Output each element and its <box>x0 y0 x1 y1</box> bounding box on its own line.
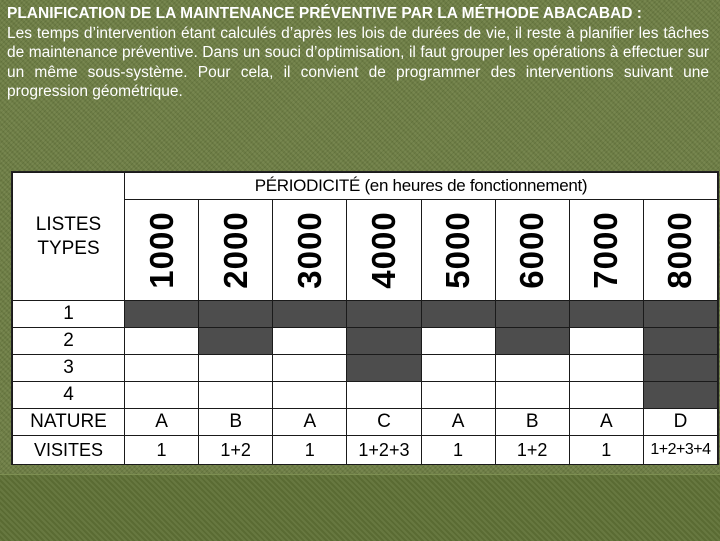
hours-header-cell <box>347 200 421 301</box>
periodicity-grid <box>12 172 718 465</box>
list-types-line2: TYPES <box>37 237 100 259</box>
list-row <box>13 301 718 328</box>
list-type-label: 1 <box>13 301 125 328</box>
list-row <box>13 355 718 382</box>
empty-cell <box>421 382 495 409</box>
hours-header-cell <box>273 200 347 301</box>
scheduled-cell <box>125 301 199 328</box>
visits-label: VISITES <box>13 436 125 465</box>
hours-label: 8000 <box>661 211 699 289</box>
scheduled-cell <box>643 355 717 382</box>
nature-label: NATURE <box>13 409 125 436</box>
visits-cell: 1 <box>569 436 643 465</box>
nature-cell: A <box>125 409 199 436</box>
hours-label: 1000 <box>142 211 180 289</box>
list-type-label: 3 <box>13 355 125 382</box>
empty-cell <box>347 382 421 409</box>
visits-cell: 1+2+3+4 <box>643 436 717 465</box>
list-type-label: 2 <box>13 328 125 355</box>
empty-cell <box>199 382 273 409</box>
empty-cell <box>421 355 495 382</box>
nature-cell: A <box>421 409 495 436</box>
scheduled-cell <box>495 328 569 355</box>
list-types-header <box>13 173 125 301</box>
list-rows <box>13 301 718 409</box>
visits-cell: 1 <box>125 436 199 465</box>
scheduled-cell <box>199 328 273 355</box>
slide-text <box>7 4 709 102</box>
list-row <box>13 328 718 355</box>
empty-cell <box>125 382 199 409</box>
nature-cell: A <box>273 409 347 436</box>
hours-header-cell <box>199 200 273 301</box>
hours-header-cell <box>495 200 569 301</box>
hours-label: 5000 <box>439 211 477 289</box>
empty-cell <box>569 355 643 382</box>
visits-row <box>13 436 718 465</box>
scheduled-cell <box>347 328 421 355</box>
hours-label: 6000 <box>513 211 551 289</box>
scheduled-cell <box>347 355 421 382</box>
empty-cell <box>421 328 495 355</box>
hours-header-cell <box>643 200 717 301</box>
hours-header-cell <box>125 200 199 301</box>
visits-cell: 1+2 <box>199 436 273 465</box>
visits-cell: 1+2 <box>495 436 569 465</box>
empty-cell <box>569 382 643 409</box>
empty-cell <box>273 328 347 355</box>
scheduled-cell <box>643 301 717 328</box>
hours-label: 2000 <box>216 211 254 289</box>
visits-cell: 1 <box>421 436 495 465</box>
empty-cell <box>273 382 347 409</box>
hours-header-cell <box>569 200 643 301</box>
hours-label: 7000 <box>587 211 625 289</box>
empty-cell <box>199 355 273 382</box>
list-type-label: 4 <box>13 382 125 409</box>
empty-cell <box>569 328 643 355</box>
empty-cell <box>495 355 569 382</box>
list-types-line1: LISTES <box>35 213 102 235</box>
nature-cell: A <box>569 409 643 436</box>
scheduled-cell <box>347 301 421 328</box>
hours-label: 3000 <box>290 211 328 289</box>
empty-cell <box>125 355 199 382</box>
abacabad-table <box>11 171 719 465</box>
nature-cell: B <box>495 409 569 436</box>
empty-cell <box>273 355 347 382</box>
nature-row <box>13 409 718 436</box>
visits-cell: 1+2+3 <box>347 436 421 465</box>
scheduled-cell <box>643 382 717 409</box>
nature-cell: B <box>199 409 273 436</box>
scheduled-cell <box>569 301 643 328</box>
bottom-band <box>0 474 720 541</box>
empty-cell <box>495 382 569 409</box>
scheduled-cell <box>273 301 347 328</box>
nature-cell: C <box>347 409 421 436</box>
list-row <box>13 382 718 409</box>
scheduled-cell <box>643 328 717 355</box>
scheduled-cell <box>199 301 273 328</box>
slide-title: PLANIFICATION DE LA MAINTENANCE PRÉVENTIVE PAR LA MÉTHODE ABACABAD : <box>7 5 642 22</box>
hours-label: 4000 <box>364 211 402 289</box>
periodicity-header: PÉRIODICITÉ (en heures de fonctionnement) <box>125 173 718 200</box>
intro-paragraph: Les temps d’intervention étant calculés d’après les lois de durées de vie, il reste à planifier les tâches de maintenance préventive. Dans un souci d’optimisation, il faut grouper les opérations à effectuer sur un même sous-système. Pour cela, il convient de programmer des interventions suivant une progression géométrique. <box>7 24 709 100</box>
visits-cell: 1 <box>273 436 347 465</box>
nature-cell: D <box>643 409 717 436</box>
scheduled-cell <box>421 301 495 328</box>
scheduled-cell <box>495 301 569 328</box>
hours-header-cell <box>421 200 495 301</box>
empty-cell <box>125 328 199 355</box>
